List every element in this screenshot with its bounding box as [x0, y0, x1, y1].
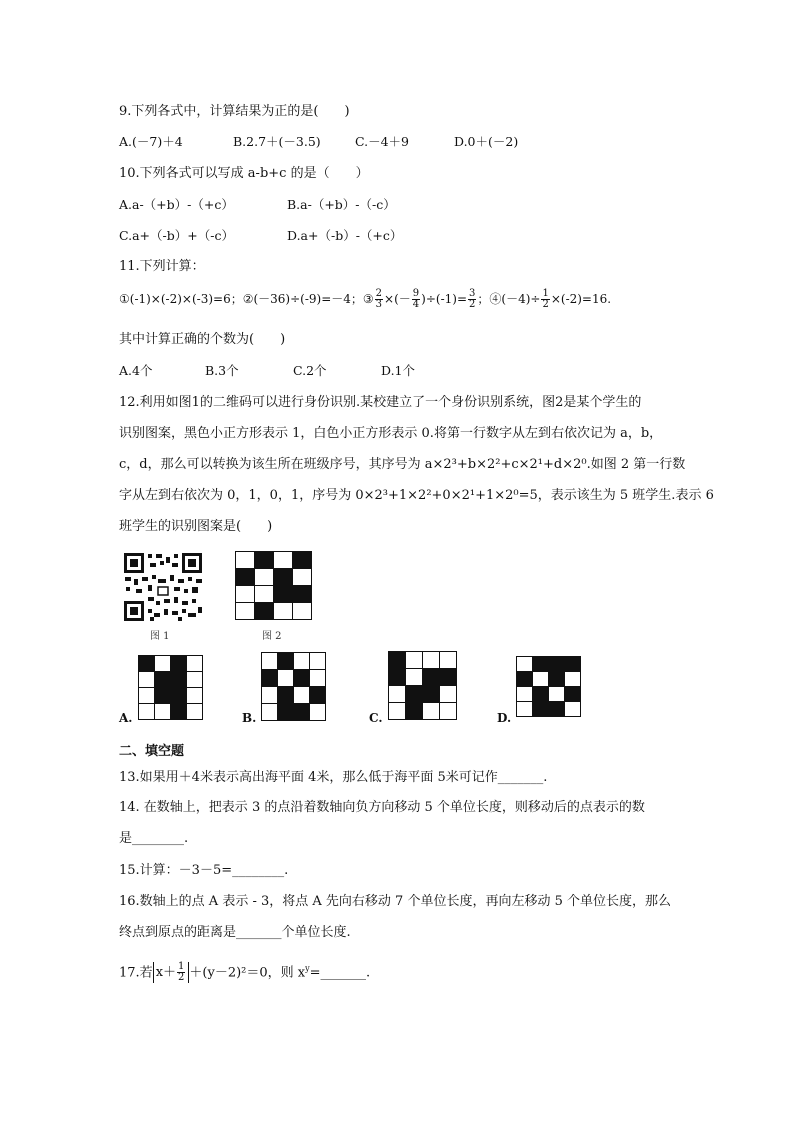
white-cell	[440, 652, 456, 668]
black-cell	[533, 702, 548, 716]
q17-fraction	[177, 962, 185, 983]
black-cell	[565, 657, 580, 671]
white-cell	[262, 687, 277, 703]
q10-stem: 10.下列各式可以写成 a-b+c 的是（ ）	[119, 166, 369, 181]
q11-part-2: ×(－	[384, 292, 411, 306]
black-cell	[533, 687, 548, 701]
black-cell	[549, 657, 564, 671]
white-cell	[440, 703, 456, 719]
white-cell	[423, 652, 439, 668]
white-cell	[274, 552, 292, 568]
black-cell	[389, 652, 405, 668]
q11-stem: 11.下列计算：	[119, 259, 205, 274]
q17-suffix: =_______.	[309, 965, 371, 981]
black-cell	[139, 656, 154, 671]
white-cell	[255, 586, 273, 602]
white-cell	[139, 704, 154, 719]
white-cell	[440, 686, 456, 702]
white-cell	[139, 672, 154, 687]
black-cell	[293, 552, 311, 568]
white-cell	[406, 669, 422, 685]
black-cell	[294, 704, 309, 720]
q17-abs-x: x＋	[155, 965, 177, 981]
black-cell	[294, 670, 309, 686]
white-cell	[549, 687, 564, 701]
black-cell	[236, 569, 254, 585]
black-cell	[293, 586, 311, 602]
black-cell	[155, 672, 170, 687]
q12-line-1: 12.利用如图1的二维码可以进行身份识别.某校建立了一个身份识别系统，图2是某个学生的	[119, 395, 642, 410]
q11-fraction-1	[375, 289, 383, 310]
black-cell	[255, 552, 273, 568]
q17-prefix: 17.若	[119, 965, 153, 981]
black-cell	[171, 656, 186, 671]
black-cell	[565, 687, 580, 701]
choice-a-label: A.	[119, 711, 133, 725]
white-cell	[236, 603, 254, 619]
figure-2-grid	[235, 551, 312, 620]
q9-option-b: B.2.7＋(－3.5)	[233, 134, 321, 149]
black-cell	[278, 653, 293, 669]
q11-question: 其中计算正确的个数为( )	[119, 332, 286, 347]
choice-b-grid	[261, 652, 326, 721]
white-cell	[389, 686, 405, 702]
numerator: 1	[178, 961, 185, 973]
black-cell	[423, 669, 439, 685]
q11-fraction-3	[468, 289, 476, 310]
q17-exponent: y	[305, 964, 310, 973]
white-cell	[517, 702, 532, 716]
q12-line-5: 班学生的识别图案是( )	[119, 519, 273, 534]
denominator: 2	[469, 299, 476, 310]
black-cell	[171, 672, 186, 687]
white-cell	[278, 670, 293, 686]
q12-line-2: 识别图案，黑色小正方形表示 1，白色小正方形表示 0.将第一行数字从左到右依次记为 a，b，	[119, 426, 663, 441]
white-cell	[187, 688, 202, 703]
black-cell	[274, 586, 292, 602]
q9-option-a: A.(－7)＋4	[119, 134, 183, 149]
white-cell	[423, 703, 439, 719]
white-cell	[517, 657, 532, 671]
q10-option-d: D.a+（-b）-（+c）	[287, 228, 403, 243]
black-cell	[549, 702, 564, 716]
denominator: 4	[412, 299, 420, 310]
black-cell	[423, 686, 439, 702]
q11-fraction-4	[541, 289, 549, 310]
q11-expression	[119, 288, 611, 310]
white-cell	[262, 704, 277, 720]
black-cell	[533, 657, 548, 671]
q11-part-5: ×(-2)=16.	[550, 292, 612, 306]
black-cell	[171, 704, 186, 719]
q11-part-3: )÷(-1)=	[421, 292, 468, 306]
white-cell	[389, 703, 405, 719]
figure-2-caption: 图 2	[262, 631, 282, 642]
q11-option-c: C.2个	[293, 363, 327, 378]
section-title: 二、填空题	[119, 744, 185, 759]
white-cell	[155, 704, 170, 719]
q17-middle: ＋(y－2)²＝0，则 x	[189, 965, 306, 981]
black-cell	[406, 703, 422, 719]
numerator: 2	[375, 288, 383, 299]
white-cell	[517, 687, 532, 701]
q9-option-c: C.－4＋9	[355, 134, 409, 149]
white-cell	[155, 656, 170, 671]
white-cell	[236, 586, 254, 602]
choice-d-grid	[516, 656, 581, 717]
white-cell	[310, 653, 325, 669]
q10-option-b: B.a-（+b）-（-c）	[287, 197, 396, 212]
q9-stem: 9.下列各式中，计算结果为正的是( )	[119, 104, 350, 119]
q11-option-b: B.3个	[205, 363, 239, 378]
choice-b-label: B.	[242, 711, 257, 725]
white-cell	[294, 653, 309, 669]
black-cell	[406, 686, 422, 702]
white-cell	[565, 702, 580, 716]
white-cell	[255, 569, 273, 585]
black-cell	[274, 569, 292, 585]
choice-c-grid	[388, 651, 457, 720]
choice-c-label: C.	[369, 711, 383, 725]
numerator: 1	[542, 288, 549, 299]
q14-line-1: 14. 在数轴上，把表示 3 的点沿着数轴向负方向移动 5 个单位长度，则移动后的点表示的数	[119, 800, 645, 815]
black-cell	[171, 688, 186, 703]
white-cell	[187, 672, 202, 687]
white-cell	[310, 670, 325, 686]
q14-line-2: 是________.	[119, 831, 189, 846]
denominator: 2	[542, 299, 549, 310]
white-cell	[293, 569, 311, 585]
choice-a-grid	[138, 655, 203, 720]
numerator: 9	[412, 288, 420, 299]
q12-line-3: c，d，那么可以转换为该生所在班级序号，其序号为 a×2³+b×2²+c×2¹+d×2⁰.如图 2 第一行数	[119, 457, 686, 472]
q11-option-a: A.4个	[119, 363, 153, 378]
q16-line-1: 16.数轴上的点 A 表示 - 3，将点 A 先向右移动 7 个单位长度，再向左移动 5 个单位长度，那么	[119, 894, 671, 909]
q16-line-2: 终点到原点的距离是_______个单位长度.	[119, 925, 351, 940]
white-cell	[139, 688, 154, 703]
q17	[119, 957, 370, 985]
denominator: 3	[375, 299, 383, 310]
white-cell	[274, 603, 292, 619]
q13: 13.如果用＋4米表示高出海平面 4米，那么低于海平面 5米可记作_______.	[119, 770, 548, 785]
q11-option-d: D.1个	[381, 363, 416, 378]
white-cell	[533, 672, 548, 686]
black-cell	[517, 672, 532, 686]
black-cell	[262, 670, 277, 686]
q10-option-a: A.a-（+b）-（+c）	[119, 197, 234, 212]
choice-d-label: D.	[497, 711, 512, 725]
black-cell	[389, 669, 405, 685]
black-cell	[440, 669, 456, 685]
black-cell	[549, 672, 564, 686]
q12-line-4: 字从左到右依次为 0，1，0，1，序号为 0×2³+1×2²+0×2¹+1×2⁰=5，表示该生为 5 班学生.表示 6	[119, 488, 714, 503]
qr-code-image	[122, 551, 204, 623]
white-cell	[310, 704, 325, 720]
q11-part-4: ；④(－4)÷	[477, 292, 541, 306]
white-cell	[565, 672, 580, 686]
q11-fraction-2	[412, 289, 420, 310]
q9-option-d: D.0＋(－2)	[454, 134, 519, 149]
figure-1-caption: 图 1	[150, 631, 170, 642]
q11-part-1: ①(-1)×(-2)×(-3)=6；②(－36)÷(-9)=－4；③	[119, 292, 374, 306]
white-cell	[236, 552, 254, 568]
white-cell	[262, 653, 277, 669]
black-cell	[278, 687, 293, 703]
q10-option-c: C.a+（-b）+（-c）	[119, 228, 234, 243]
black-cell	[255, 603, 273, 619]
white-cell	[187, 656, 202, 671]
q15: 15.计算：－3－5=________.	[119, 863, 289, 878]
white-cell	[406, 652, 422, 668]
black-cell	[278, 704, 293, 720]
denominator: 2	[178, 972, 185, 984]
black-cell	[155, 688, 170, 703]
white-cell	[187, 704, 202, 719]
white-cell	[293, 603, 311, 619]
numerator: 3	[469, 288, 476, 299]
black-cell	[310, 687, 325, 703]
white-cell	[294, 687, 309, 703]
q17-absolute-value	[153, 962, 190, 983]
